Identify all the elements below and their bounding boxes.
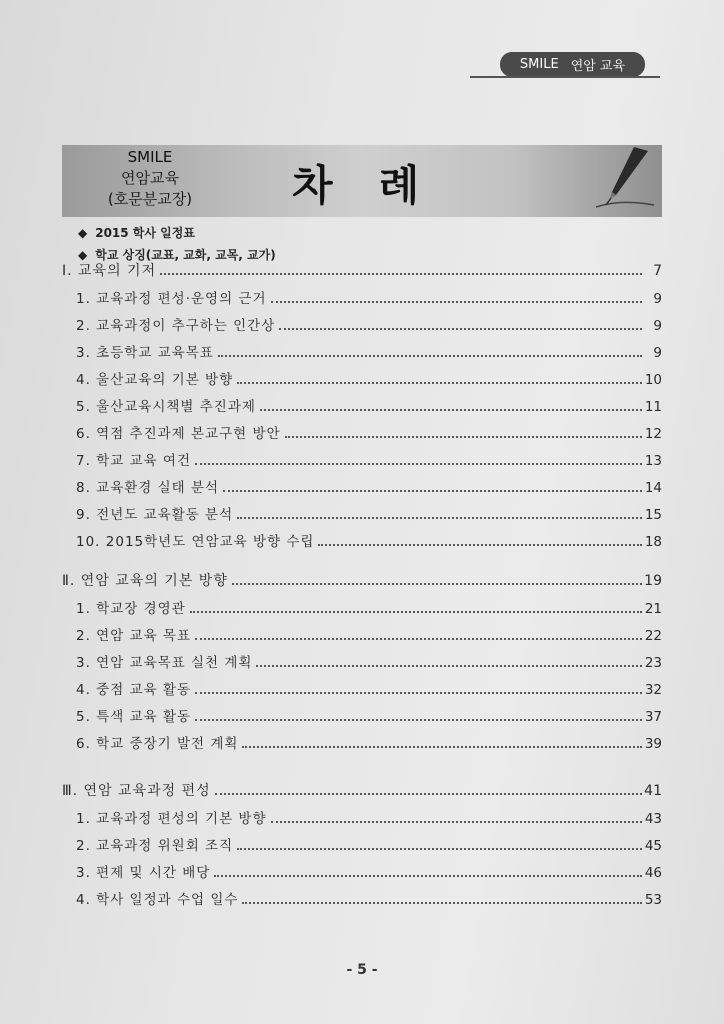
toc-entry-label: 1. 교육과정 편성의 기본 방향 [76, 811, 267, 827]
banner-subtitle [90, 147, 210, 210]
dot-leader [271, 301, 643, 303]
toc-entry-label: 2. 연암 교육 목표 [76, 628, 191, 644]
toc-entry-page: 7 [653, 263, 662, 279]
toc-entry [76, 422, 662, 442]
toc-entry-label: 2. 교육과정이 추구하는 인간상 [76, 318, 276, 334]
toc-entry [76, 341, 662, 361]
toc-entry-page: 10 [644, 372, 662, 388]
banner-sub-line-3: (호문분교장) [107, 190, 193, 208]
toc-entry [76, 705, 662, 725]
toc-entry-label: 4. 중점 교육 활동 [76, 682, 191, 698]
toc-entry-page: 43 [644, 811, 662, 827]
fountain-pen-icon [586, 145, 656, 217]
dot-leader [232, 583, 642, 585]
header-brand: SMILE [519, 57, 559, 72]
toc-entry [76, 732, 662, 752]
toc-entry-label: 7. 학교 교육 여건 [76, 453, 191, 469]
toc-entry-page: 37 [644, 709, 662, 725]
page-title: 차례 [292, 161, 466, 210]
toc-entry-label: Ⅱ. 연암 교육의 기본 방향 [62, 573, 228, 589]
preface-item-label: 2015 학사 일정표 [95, 226, 195, 240]
dot-leader [195, 638, 642, 640]
toc-entry-page: 13 [644, 453, 662, 469]
running-header-badge [500, 52, 645, 77]
dot-leader [195, 463, 642, 465]
dot-leader [237, 382, 642, 384]
toc-entry [76, 395, 662, 415]
toc-entry-page: 12 [644, 426, 662, 442]
dot-leader [190, 611, 642, 613]
toc-entry [76, 530, 662, 550]
dot-leader [195, 692, 642, 694]
toc-entry-label: 3. 초등학교 교육목표 [76, 345, 214, 361]
toc-entry-page: 41 [644, 783, 662, 799]
toc-entry-label: 8. 교육환경 실태 분석 [76, 480, 220, 496]
toc-entry-page: 14 [644, 480, 662, 496]
toc-entry-page: 45 [644, 838, 662, 854]
toc-entry-label: 3. 연암 교육목표 실천 계획 [76, 655, 253, 671]
dot-leader [160, 273, 642, 275]
toc-entry-page: 53 [644, 892, 662, 908]
dot-leader [242, 902, 642, 904]
toc-entry [76, 651, 662, 671]
toc-entry-page: 23 [644, 655, 662, 671]
toc-entry-label: 3. 편제 및 시간 배당 [76, 865, 211, 881]
dot-leader [318, 544, 642, 546]
toc-entry [76, 807, 662, 827]
dot-leader [279, 328, 642, 330]
dot-leader [256, 665, 642, 667]
toc-entry-label: 6. 역점 추진과제 본교구현 방안 [76, 426, 281, 442]
toc-entry [76, 314, 662, 334]
toc-entry-page: 39 [644, 736, 662, 752]
toc-entry-page: 22 [644, 628, 662, 644]
dot-leader [215, 793, 642, 795]
toc-entry-page: 9 [653, 318, 662, 334]
toc-entry [76, 503, 662, 523]
toc-entry-label: 4. 학사 일정과 수업 일수 [76, 892, 239, 908]
preface-item-label: 학교 상징(교표, 교화, 교목, 교가) [95, 248, 276, 262]
toc-entry-label: 1. 교육과정 편성·운영의 근거 [76, 291, 267, 307]
toc-entry-label: 4. 울산교육의 기본 방향 [76, 372, 234, 388]
toc-entry-label: 9. 전년도 교육활동 분석 [76, 507, 234, 523]
toc-entry [76, 368, 662, 388]
toc-entry-page: 9 [653, 291, 662, 307]
toc-entry-page: 32 [644, 682, 662, 698]
toc-entry-page: 15 [644, 507, 662, 523]
contents-banner [62, 145, 662, 217]
toc-entry [76, 861, 662, 881]
diamond-bullet-icon: ◆ [78, 226, 88, 240]
toc-entry-label: 1. 학교장 경영관 [76, 601, 186, 617]
toc-entry [76, 624, 662, 644]
toc-entry [76, 287, 662, 307]
toc-entry-label: Ⅲ. 연암 교육과정 편성 [62, 783, 211, 799]
dot-leader [237, 848, 642, 850]
toc-entry [76, 678, 662, 698]
dot-leader [218, 355, 642, 357]
toc-section-entry [62, 780, 662, 800]
dot-leader [271, 821, 643, 823]
dot-leader [242, 746, 642, 748]
toc-entry-page: 18 [644, 534, 662, 550]
toc-section-entry [62, 260, 662, 280]
toc-entry-label: 10. 2015학년도 연암교육 방향 수립 [76, 534, 315, 550]
toc-entry-page: 11 [644, 399, 662, 415]
banner-sub-line-2: 연암교육 [121, 169, 179, 187]
toc-entry [76, 449, 662, 469]
dot-leader [223, 490, 642, 492]
toc-entry-page: 21 [644, 601, 662, 617]
toc-entry-page: 46 [644, 865, 662, 881]
toc-entry-label: 5. 특색 교육 활동 [76, 709, 191, 725]
dot-leader [260, 409, 642, 411]
banner-sub-line-1: SMILE [127, 148, 173, 166]
dot-leader [214, 875, 642, 877]
toc-entry [76, 834, 662, 854]
toc-entry [76, 476, 662, 496]
header-rule [470, 76, 660, 78]
toc-entry-label: 2. 교육과정 위원회 조직 [76, 838, 234, 854]
diamond-bullet-icon: ◆ [78, 248, 88, 262]
header-title: 연암 교육 [570, 59, 626, 74]
toc-entry-page: 9 [653, 345, 662, 361]
dot-leader [195, 719, 642, 721]
toc-entry [76, 888, 662, 908]
toc-entry [76, 597, 662, 617]
toc-entry-label: 5. 울산교육시책별 추진과제 [76, 399, 256, 415]
dot-leader [237, 517, 642, 519]
preface-item [78, 222, 276, 244]
dot-leader [285, 436, 642, 438]
toc-section-entry [62, 570, 662, 590]
page-number: - 5 - [346, 962, 378, 978]
toc-entry-page: 19 [644, 573, 662, 589]
toc-entry-label: 6. 학교 중장기 발전 계획 [76, 736, 239, 752]
toc-entry-label: Ⅰ. 교육의 기저 [62, 263, 157, 279]
